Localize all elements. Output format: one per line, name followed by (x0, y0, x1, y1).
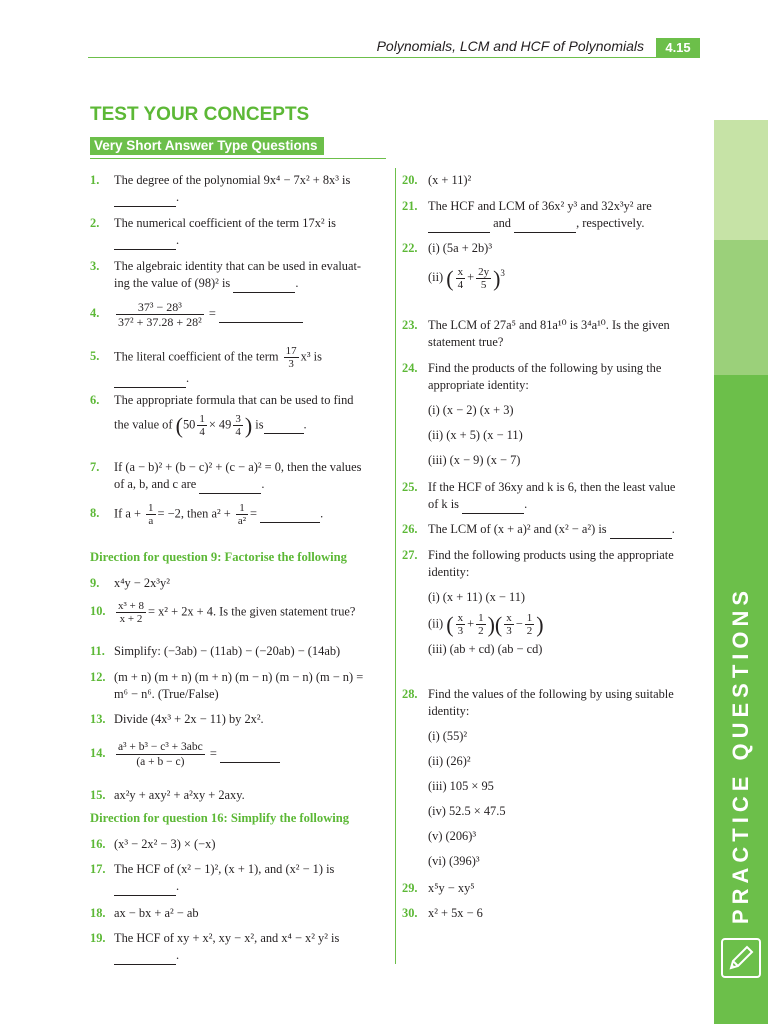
question-3: 3. The algebraic identity that can be used in evaluat- ing the value of (98)² is . (90, 258, 390, 293)
side-label: PRACTICE QUESTIONS (728, 585, 754, 925)
running-header-title: Polynomials, LCM and HCF of Polynomials (376, 38, 644, 54)
question-14: 14. $\frac{\text{a³ + b³ − c³ + 3abc}}{(a + b - c)}$ = (90, 740, 390, 769)
direction-16: Direction for question 16: Simplify the following (90, 811, 350, 825)
question-1: 1. The degree of the polynomial 9x⁴ − 7x² + 8x³ is . (90, 172, 390, 207)
question-30: 30. x² + 5x − 6 (402, 906, 483, 920)
direction-9: Direction for question 9: Factorise the following (90, 550, 347, 564)
question-13: 13. Divide (4x³ + 2x − 11) by 2x². (90, 712, 264, 726)
question-22: 22. (i) (5a + 2b)³ (ii) ( $\frac{x}{4}$ + $\frac{2y}{5}$ )$^3$ (402, 241, 505, 291)
question-18: 18. ax − bx + a² − ab (90, 906, 199, 920)
question-2: 2. The numerical coefficient of the term 17x² is . (90, 215, 390, 250)
question-24: 24. Find the products of the following by using the appropriate identity: (i) (x − 2) (x + 3) (ii) (x + 5) (x − 11) (iii) (x − 9) (x − 7) (402, 361, 662, 467)
question-7: 7. If (a − b)² + (b − c)² + (c − a)² = 0, then the values of a, b, and c are . (90, 459, 390, 494)
question-17: 17. The HCF of (x² − 1)², (x + 1), and (x² − 1) is . (90, 861, 390, 896)
question-20: 20. (x + 11)² (402, 173, 472, 187)
subsection-title: Very Short Answer Type Questions (90, 137, 324, 155)
question-21: 21. The HCF and LCM of 36x² y³ and 32x³y² are and , respectively. (402, 198, 707, 233)
question-6: 6. The appropriate formula that can be used to find the value of (50 $\frac{1}{4}$ × 49 $\frac{3}{4}$ ) is . (90, 393, 354, 438)
question-12: 12. (m + n) (m + n) (m + n) (m − n) (m − n) (m − n) = m⁶ − n⁶. (True/False) (90, 670, 364, 701)
question-29: 29. x⁵y − xy⁵ (402, 881, 475, 895)
question-4: 4. $\frac{\text{37³ − 28³}}{\text{37² + 37.28 + 28²}}$ = (90, 300, 390, 329)
question-27: 27. Find the following products using the appropriate identity: (i) (x + 11) (x − 11) (ii) ( $\frac{x}{3}$ + $\frac{1}{2}$ )( $\frac{x}{3}$ − $\frac{1}{2}$ ) (iii) (ab + cd) (ab − cd) (402, 548, 674, 656)
question-26: 26. The LCM of (x + a)² and (x² − a²) is . (402, 521, 707, 539)
question-19: 19. The HCF of xy + x², xy − x², and x⁴ − x² y² is . (90, 930, 390, 965)
column-divider (395, 168, 396, 964)
header-rule (88, 57, 700, 58)
pencil-icon (721, 938, 761, 978)
question-10: 10. $\frac{\text{x³ + 8}}{x + 2}$ = x² + 2x + 4. Is the given statement true? (90, 600, 356, 625)
question-28: 28. Find the values of the following by using suitable identity: (i) (55)² (ii) (26)² (iii) 105 × 95 (iv) 52.5 × 47.5 (v) (206)³ (vi) (396)³ (402, 687, 674, 868)
question-8: 8. If a + $\frac{1}{a}$ = −2, then a² + $\frac{1}{\text{a²}}$ = . (90, 502, 324, 527)
question-25: 25. If the HCF of 36xy and k is 6, then the least value of k is . (402, 479, 707, 514)
question-9: 9. x⁴y − 2x³y² (90, 576, 170, 590)
question-16: 16. (x³ − 2x² − 3) × (−x) (90, 837, 216, 851)
page-number: 4.15 (656, 38, 700, 57)
question-5: 5. The literal coefficient of the term $\frac{17}{3}$ x³ is . (90, 345, 390, 388)
section-title: TEST YOUR CONCEPTS (90, 104, 310, 125)
subsection-rule (90, 158, 386, 159)
question-23: 23. The LCM of 27a⁵ and 81a¹⁰ is 3⁴a¹⁰. Is the given statement true? (402, 318, 670, 349)
question-15: 15. ax²y + axy² + a²xy + 2axy. (90, 788, 245, 802)
question-11: 11. Simplify: (−3ab) − (11ab) − (−20ab) − (14ab) (90, 644, 341, 658)
